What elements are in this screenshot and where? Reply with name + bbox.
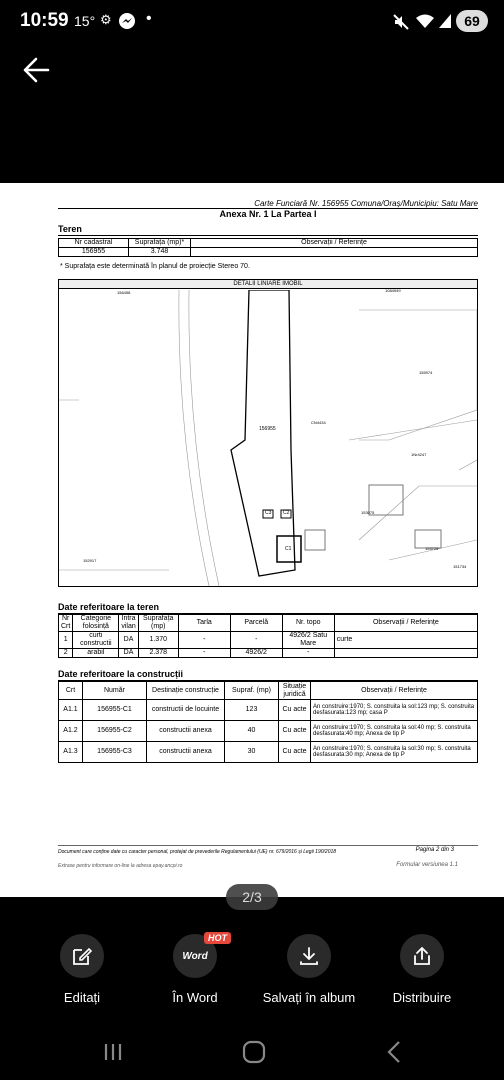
word-button[interactable] [145,934,245,1005]
hot-badge: HOT [204,932,231,944]
page-indicator: 2/3 [226,884,278,910]
clock: 10:59 [20,10,69,31]
footer-link: Extrase pentru informare on-line la adresa epay.ancpi.ro [58,863,183,869]
nav-back-icon[interactable] [380,1038,410,1066]
back-arrow-icon[interactable] [22,56,50,84]
signal-icon [438,13,452,29]
download-icon [287,934,331,978]
status-bar [0,0,504,44]
share-icon [400,934,444,978]
edit-label: Editați [63,990,101,1005]
cadastral-map: DETALII LINIARE IMOBIL 156955 C1 C2 C3 156458 1084949 155974 CN4434 1Nr4247 153075 152917 153729 151734 [58,279,478,587]
teren-title: Teren [58,224,82,234]
save-album-button[interactable] [259,934,359,1005]
mute-icon [393,14,409,30]
home-icon[interactable] [239,1038,269,1066]
battery-indicator: 69 [456,10,488,32]
teren-ref-title: Date referitoare la teren [58,602,160,612]
word-label: În Word [172,990,218,1005]
constr-ref-title: Date referitoare la construcții [58,669,184,679]
teren-table: Nr cadastral Suprafața (mp)* Observații / Referințe 156955 3.748 [58,238,478,257]
constr-ref-table: Crt Număr Destinație construcție Supraf. (mp) Situație juridică Observații / Referințe A1.1 156955-C1 constructii de locuinte 123 Cu acte An construire:1970; S. construita la sol:123 mp; S. construita desfasurata:123 mp; casa P A1.2 156955-C2 constructii anexa 40 Cu acte An construire:1970; S. construita la sol:40 mp; S. construita desfasurata:40 mp; Anexa de tip P A1.3 156955-C3 constructii anexa 30 Cu acte An construire:1970; S. construita la sol:30 mp; S. construita desfasurata:30 mp; Anexa de tip P [58,681,478,763]
parcel-outline [231,290,295,576]
anexa-title: Anexa Nr. 1 La Partea I [219,209,317,219]
footer-privacy: Document care conține date cu caracter personal, protejat de prevederile Regulamentului (UE) nr. 679/2016 și Legii 190/2018 [58,849,337,855]
share-label: Distribuire [392,990,452,1005]
document-page[interactable] [0,183,504,897]
parcel-plan [59,290,477,586]
settings-icon: ⚙ [100,12,112,27]
messenger-icon [118,12,136,30]
map-title: DETALII LINIARE IMOBIL [59,280,477,289]
teren-note: * Suprafața este determinată în planul de proiecție Stereo 70. [60,263,250,270]
word-icon: Word [173,934,217,978]
share-button[interactable] [372,934,472,1005]
edit-icon [60,934,104,978]
document-header: Carte Funciară Nr. 156955 Comuna/Oraș/Municipiu: Satu Mare [254,199,478,208]
save-album-label: Salvați în album [262,990,356,1005]
dot-icon: • [146,10,152,27]
teren-ref-table: Nr Crt Categorie folosință Intra vilan Suprafața (mp) Tarla Parcelă Nr. topo Observații / Referințe 1 curti constructii DA 1.370 - - 4926/2 Satu Mare curte 2 arabil DA 2.378 - 4926/2 - [58,614,478,658]
temperature: 15° [74,13,96,29]
footer-page: Pagina 2 din 3 [415,847,454,853]
recent-apps-icon[interactable] [98,1038,128,1066]
footer-version: Formular versiunea 1.1 [396,862,458,868]
edit-button[interactable] [32,934,132,1005]
wifi-icon [415,13,435,29]
